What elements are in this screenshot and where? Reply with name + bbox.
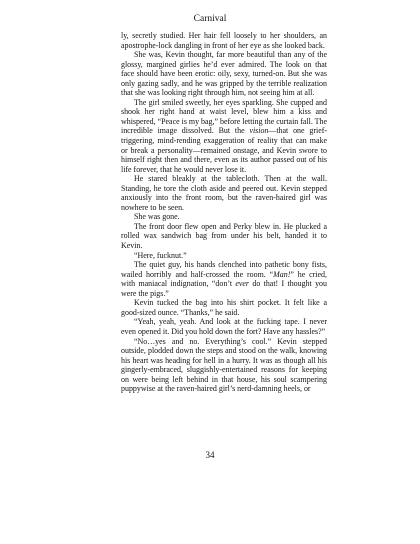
text-run: He stared bleakly at the tablecloth. Then at the wall. Standing, he tore the cloth aside and peered out. Kevin stepped anxiously into the front room, but the raven-haired girl was nowhere to be seen. [121, 174, 327, 212]
paragraph [121, 337, 327, 394]
paragraph [121, 260, 327, 298]
italic-text: vision [249, 126, 269, 136]
text-run: The quiet guy, his hands clenched into pathetic bony fists, wailed horribly and half-crossed the room. “ [121, 260, 327, 279]
text-run: do that! I thought you were the pigs.” [121, 279, 327, 298]
page-number: 34 [205, 450, 215, 460]
text-run: Kevin tucked the bag into his shirt pocket. It felt like a good-sized ounce. “Thanks,” he said. [121, 298, 327, 317]
paragraph [121, 50, 327, 98]
paragraph [121, 174, 327, 212]
text-run: ” he cried, with maniacal indignation, “don’t [121, 269, 327, 289]
italic-text: ever [235, 279, 250, 289]
text-run: “No…yes and no. Everything’s cool.” Kevin stepped outside, plodded down the steps and stood on the walk, knowing his heart was heading for hell in a hurry. It was as though all his gingerly-embraced, sluggishly-entertained reasons for keeping on were being left behind in that house, his soul scampering puppywise at the raven-haired girl’s nerd-damning heels, or [121, 336, 327, 394]
text-run: ly, secretly studied. Her hair fell loosely to her shoulders, an apostrophe-lock dangling in front of her eye as she looked back. [121, 31, 327, 50]
paragraph [121, 31, 327, 50]
text-run: The girl smiled sweetly, her eyes sparkling. She cupped and shook her right hand at waist level, blew him a kiss and whispered, “Peace is my bag,” before letting the curtain fall. The incredible image dissolved. But the [121, 97, 327, 136]
text-run: The front door flew open and Perky blew in. He plucked a rolled wax sandwich bag from under his belt, handed it to Kevin. [121, 221, 327, 251]
running-head: Carnival [193, 14, 227, 24]
paragraph [121, 98, 327, 174]
paragraph [121, 317, 327, 336]
text-run: She was gone. [134, 212, 180, 222]
italic-text: Man! [273, 269, 291, 279]
body-text [121, 31, 327, 394]
text-run: —that one grief-triggering, mind-rending exaggeration of reality that can make or break a personality—remained onstage, and Kevin swore to himself right then and there, even as its author passed out of his life forever, that he would never lose it. [121, 126, 327, 174]
text-run: “Yeah, yeah, yeah. And look at the fucking tape. I never even opened it. Did you hold down the fort? Have any hassles?” [121, 317, 327, 336]
paragraph [121, 298, 327, 317]
text-run: She was, Kevin thought, far more beautiful than any of the glossy, margined girlies he’d ever admired. The look on that face should have been erotic: oily, sexy, turned-on. But she was only gazing sadly, and he was gripped by the terrible realization that she was looking right through him, not seeing him at all. [121, 50, 327, 98]
paragraph [121, 212, 327, 222]
paragraph [121, 222, 327, 251]
paragraph [121, 251, 327, 261]
text-run: “Here, fucknut.” [134, 250, 187, 260]
